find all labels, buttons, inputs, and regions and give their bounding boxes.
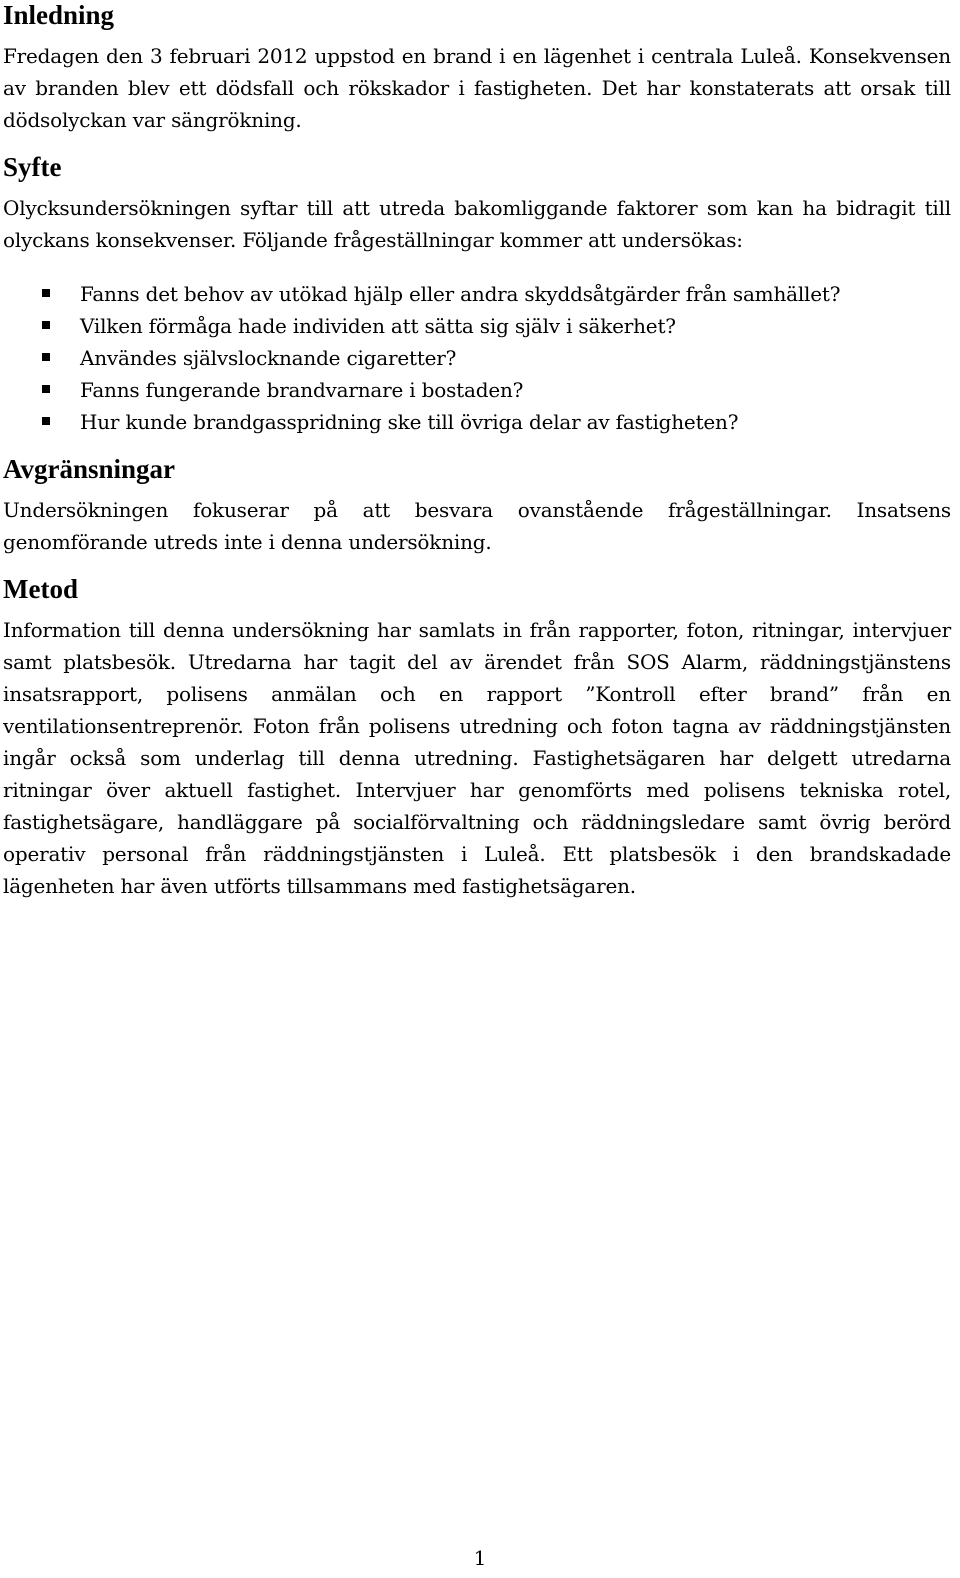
list-item-text: Fanns fungerande brandvarnare i bostaden? xyxy=(80,378,524,402)
square-bullet-icon xyxy=(42,417,50,425)
square-bullet-icon xyxy=(42,353,50,361)
square-bullet-icon xyxy=(42,385,50,393)
paragraph-avgransningar: Undersökningen fokuserar på att besvara ovanstående frågeställningar. Insatsens genomförande utreds inte i denna undersökning. xyxy=(3,498,951,554)
list-item-text: Hur kunde brandgasspridning ske till övriga delar av fastigheten? xyxy=(80,410,739,434)
paragraph-metod: Information till denna undersökning har samlats in från rapporter, foton, ritningar, intervjuer samt platsbesök. Utredarna har tagit del av ärendet från SOS Alarm, räddningstjänstens insatsrapport, polisens anmälan och en rapport ”Kontroll efter brand” från en ventilationsentreprenör. Foton från polisens utredning och foton tagna av räddningstjänsten ingår också som underlag till denna utredning. Fastighetsägaren har delgett utredarna ritningar över aktuell fastighet. Intervjuer har genomförts med polisens tekniska rotel, fastighetsägare, handläggare på socialförvaltning och räddningsledare samt övrig berörd operativ personal från räddningstjänsten i Luleå. Ett platsbesök i den brandskadade lägenheten har även utförts tillsammans med fastighetsägaren. xyxy=(3,618,951,898)
heading-inledning: Inledning xyxy=(3,0,115,30)
square-bullet-icon xyxy=(42,321,50,329)
paragraph-inledning: Fredagen den 3 februari 2012 uppstod en brand i en lägenhet i centrala Luleå. Konsekvensen av branden blev ett dödsfall och rökskador i fastigheten. Det har konstaterats att orsak till dödsolyckan var sängrökning. xyxy=(3,44,951,132)
square-bullet-icon xyxy=(42,289,50,297)
heading-avgransningar: Avgränsningar xyxy=(3,454,176,484)
list-item-text: Vilken förmåga hade individen att sätta sig själv i säkerhet? xyxy=(80,314,676,338)
list-item xyxy=(80,310,951,342)
question-list xyxy=(3,278,951,438)
heading-syfte: Syfte xyxy=(3,152,62,182)
paragraph-syfte: Olycksundersökningen syftar till att utreda bakomliggande faktorer som kan ha bidragit till olyckans konsekvenser. Följande frågeställningar kommer att undersökas: xyxy=(3,196,951,252)
list-item xyxy=(80,374,951,406)
list-item xyxy=(80,278,951,310)
list-item-text: Användes självslocknande cigaretter? xyxy=(80,346,457,370)
list-item xyxy=(80,406,951,438)
page-number: 1 xyxy=(473,1546,487,1570)
list-item xyxy=(80,342,951,374)
heading-metod: Metod xyxy=(3,574,78,604)
document-page xyxy=(3,0,951,902)
list-item-text: Fanns det behov av utökad hjälp eller andra skyddsåtgärder från samhället? xyxy=(80,282,841,306)
